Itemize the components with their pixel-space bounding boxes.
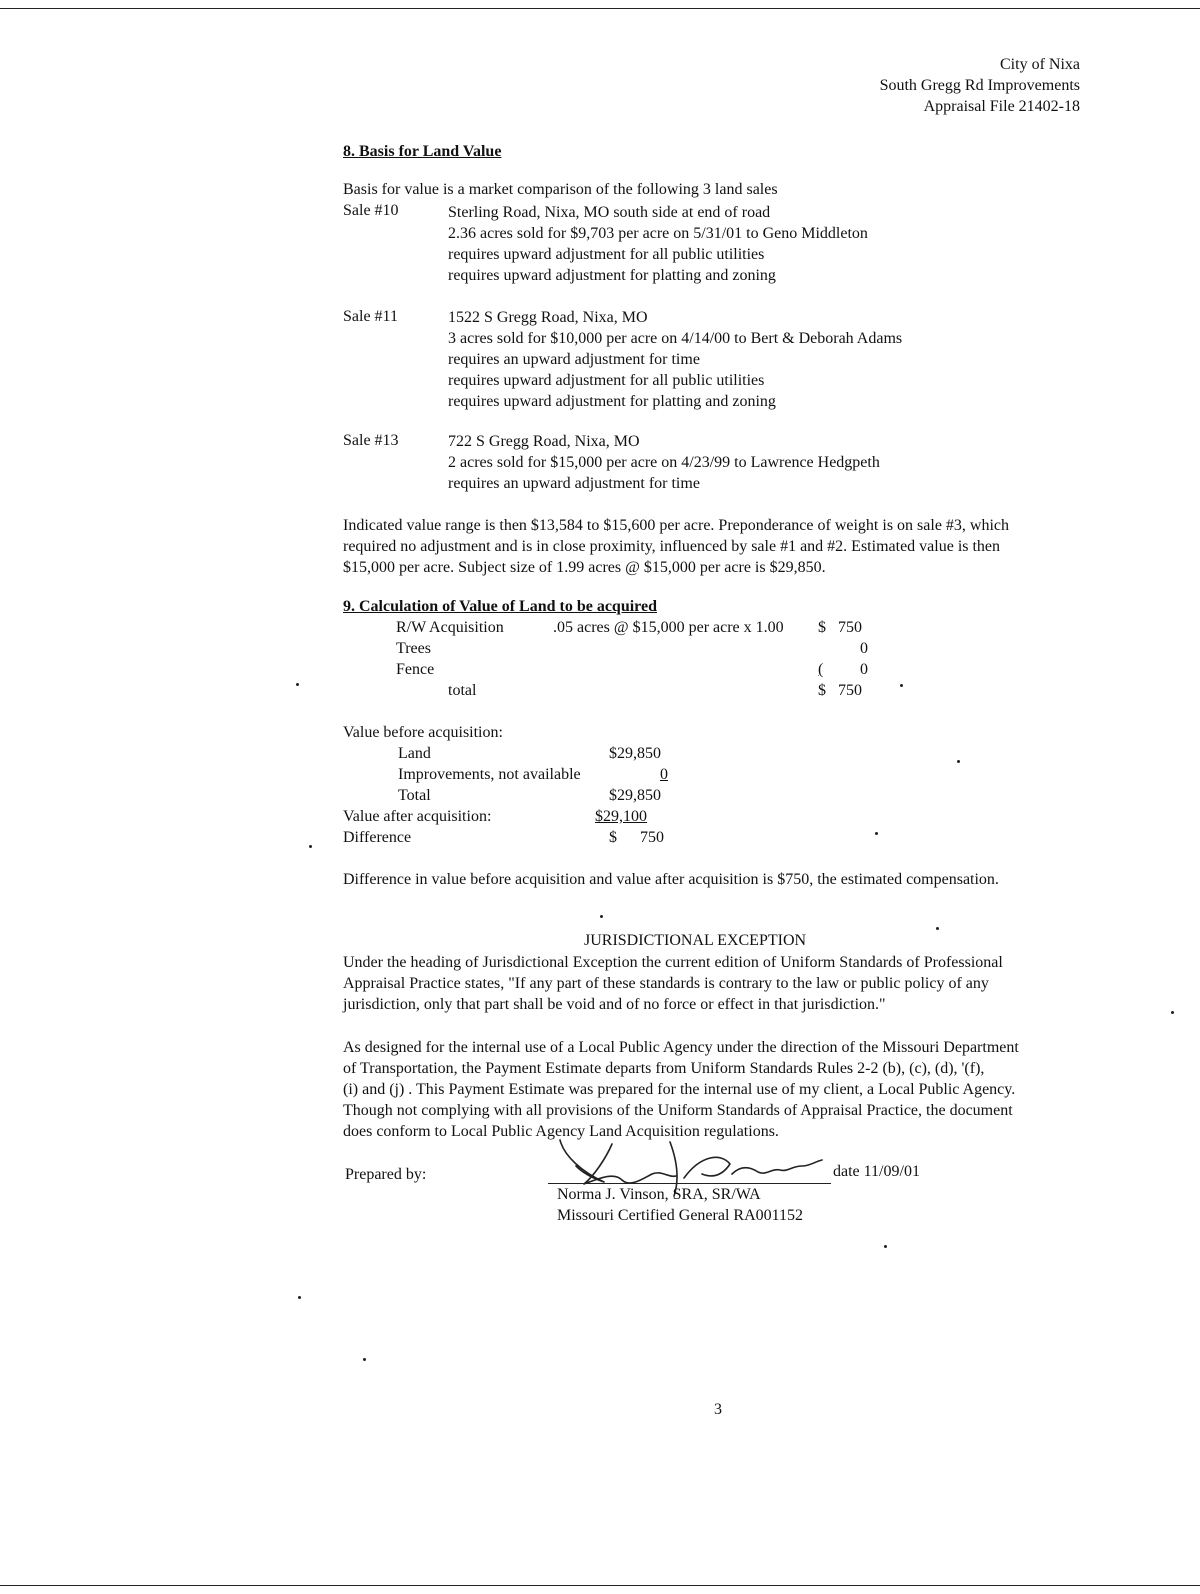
- scan-speck: [363, 1358, 366, 1361]
- fence-paren: (: [818, 661, 824, 678]
- appraiser-name: Norma J. Vinson, SRA, SR/WA: [557, 1186, 761, 1203]
- difference-label: Difference: [343, 829, 412, 846]
- bottom-rule: [0, 1585, 1200, 1586]
- scan-speck: [900, 684, 903, 687]
- sale-13-details: [448, 431, 880, 494]
- sale-10-label: Sale #10: [343, 202, 399, 219]
- land-value: $29,850: [609, 745, 661, 762]
- total-before-value: $29,850: [609, 787, 661, 804]
- section-8-title: 8. Basis for Land Value: [343, 143, 502, 160]
- para-line: As designed for the internal use of a Local Public Agency under the direction of the Missouri Department: [343, 1039, 1019, 1056]
- difference-value: 750: [640, 829, 664, 846]
- value-after-value: $29,100: [595, 808, 647, 825]
- summary-line: $15,000 per acre. Subject size of 1.99 acres @ $15,000 per acre is $29,850.: [343, 559, 826, 576]
- sale-line: Sterling Road, Nixa, MO south side at end of road: [448, 204, 771, 221]
- summary-line: Indicated value range is then $13,584 to $15,600 per acre. Preponderance of weight is on sale #3, which: [343, 517, 1010, 534]
- sale-line: 2 acres sold for $15,000 per acre on 4/23/99 to Lawrence Hedgpeth: [448, 454, 880, 471]
- sale-line: requires an upward adjustment for time: [448, 475, 700, 492]
- header-city: City of Nixa: [1000, 56, 1080, 73]
- scan-speck: [600, 915, 603, 918]
- sale-11-details: [448, 307, 902, 412]
- land-label: Land: [398, 745, 431, 762]
- header-project: South Gregg Rd Improvements: [879, 77, 1080, 94]
- sale-line: requires an upward adjustment for time: [448, 351, 700, 368]
- scan-speck: [309, 845, 312, 848]
- para-line: does conform to Local Public Agency Land Acquisition regulations.: [343, 1123, 779, 1140]
- signature-date: date 11/09/01: [833, 1163, 920, 1180]
- rw-acquisition-currency: $: [818, 619, 826, 636]
- top-rule: [0, 8, 1200, 9]
- total-currency: $: [818, 682, 826, 699]
- total-label: total: [448, 682, 477, 699]
- sale-line: requires upward adjustment for all public utilities: [448, 246, 765, 263]
- para-line: jurisdiction, only that part shall be void and of no force or effect in that jurisdiction.": [343, 996, 886, 1013]
- sale-line: 2.36 acres sold for $9,703 per acre on 5/31/01 to Geno Middleton: [448, 225, 868, 242]
- header-file-number: Appraisal File 21402-18: [923, 98, 1080, 115]
- improvements-value: 0: [660, 766, 668, 783]
- rw-acquisition-label: R/W Acquisition: [396, 619, 504, 636]
- fence-amount-cell: [818, 661, 870, 679]
- jurisdictional-title: JURISDICTIONAL EXCEPTION: [584, 932, 807, 949]
- total-amount: 750: [838, 682, 862, 699]
- scan-speck: [875, 832, 878, 835]
- summary-line: required no adjustment and is in close proximity, influenced by sale #1 and #2. Estimated value is then: [343, 538, 1001, 555]
- section-9-title: 9. Calculation of Value of Land to be acquired: [343, 598, 657, 615]
- scan-speck: [884, 1245, 887, 1248]
- scan-speck: [936, 927, 939, 930]
- value-range-summary: [343, 515, 1009, 578]
- sale-line: 3 acres sold for $10,000 per acre on 4/14/00 to Bert & Deborah Adams: [448, 330, 903, 347]
- rw-acquisition-amount: 750: [838, 619, 862, 636]
- scan-speck: [957, 760, 960, 763]
- fence-label: Fence: [396, 661, 435, 678]
- document-header: [880, 54, 1080, 117]
- sale-line: requires upward adjustment for platting and zoning: [448, 393, 776, 410]
- jurisdictional-para-2: [343, 1037, 1019, 1142]
- sale-line: 722 S Gregg Road, Nixa, MO: [448, 433, 640, 450]
- prepared-by-label: Prepared by:: [345, 1166, 427, 1183]
- sale-line: requires upward adjustment for platting and zoning: [448, 267, 776, 284]
- sale-line: requires upward adjustment for all public utilities: [448, 372, 765, 389]
- difference-currency: $: [609, 829, 617, 846]
- compensation-statement: Difference in value before acquisition and value after acquisition is $750, the estimated compensation.: [343, 871, 999, 888]
- rw-acquisition-detail: .05 acres @ $15,000 per acre x 1.00: [553, 619, 784, 636]
- sale-line: 1522 S Gregg Road, Nixa, MO: [448, 309, 648, 326]
- scan-speck: [298, 1296, 301, 1299]
- trees-label: Trees: [396, 640, 431, 657]
- value-before-label: Value before acquisition:: [343, 724, 503, 741]
- scan-speck: [296, 683, 299, 686]
- trees-amount: 0: [860, 640, 868, 657]
- para-line: Though not complying with all provisions of the Uniform Standards of Appraisal Practice, the document: [343, 1102, 1013, 1119]
- para-line: of Transportation, the Payment Estimate departs from Uniform Standards Rules 2-2 (b), (c), (d), '(f),: [343, 1060, 985, 1077]
- para-line: Appraisal Practice states, "If any part of these standards is contrary to the law or public policy of any: [343, 975, 989, 992]
- fence-amount: 0: [860, 661, 868, 678]
- appraiser-certification: Missouri Certified General RA001152: [557, 1207, 804, 1224]
- jurisdictional-para-1: [343, 952, 1003, 1015]
- improvements-label: Improvements, not available: [398, 766, 581, 783]
- signature-line: [548, 1183, 831, 1184]
- scan-speck: [1171, 1011, 1174, 1014]
- sale-10-details: [448, 202, 868, 286]
- para-line: Under the heading of Jurisdictional Exception the current edition of Uniform Standards of Professional: [343, 954, 1003, 971]
- page-number: 3: [714, 1401, 722, 1418]
- sale-13-label: Sale #13: [343, 432, 399, 449]
- sale-11-label: Sale #11: [343, 308, 398, 325]
- section-8-intro: Basis for value is a market comparison of the following 3 land sales: [343, 181, 778, 198]
- total-before-label: Total: [398, 787, 431, 804]
- value-after-label: Value after acquisition:: [343, 808, 492, 825]
- para-line: (i) and (j) . This Payment Estimate was prepared for the internal use of my client, a Local Public Agency.: [343, 1081, 1016, 1098]
